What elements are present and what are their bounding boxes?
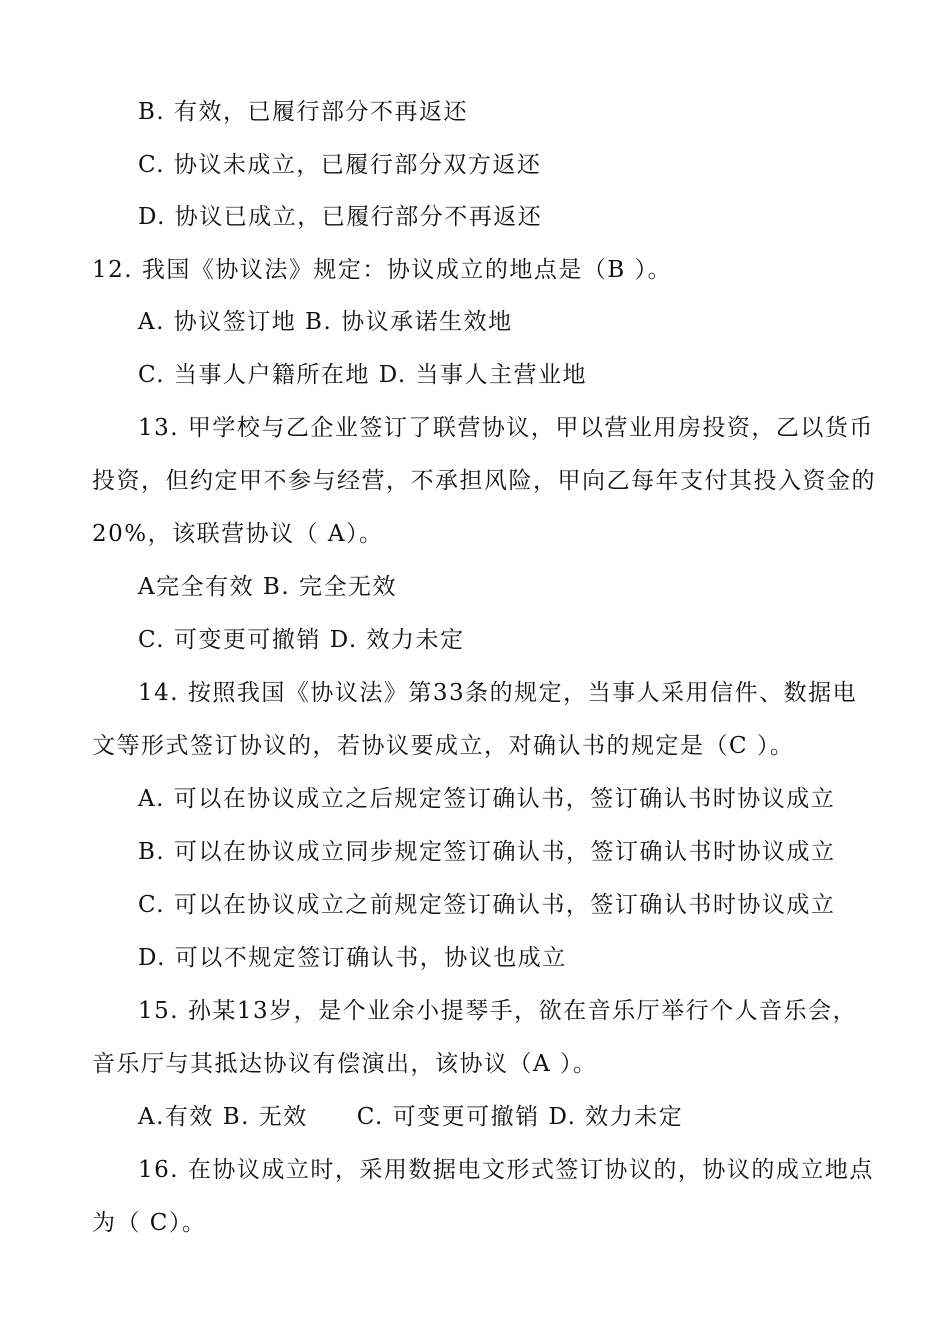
question-line: 14. 按照我国《协议法》第33条的规定，当事人采用信件、数据电 xyxy=(138,680,858,706)
question-line: 20%，该联营协议（ A）。 xyxy=(92,521,384,547)
option-line: D. 协议已成立，已履行部分不再返还 xyxy=(138,204,543,230)
question-line: 16. 在协议成立时，采用数据电文形式签订协议的，协议的成立地点 xyxy=(138,1157,874,1183)
question-line: 13. 甲学校与乙企业签订了联营协议，甲以营业用房投资，乙以货币 xyxy=(138,415,874,441)
option-line: C. 可以在协议成立之前规定签订确认书，签订确认书时协议成立 xyxy=(138,892,836,918)
option-line: C. 可变更可撤销 D. 效力未定 xyxy=(138,627,465,653)
option-line: A. 可以在协议成立之后规定签订确认书，签订确认书时协议成立 xyxy=(138,786,836,812)
question-line: 音乐厅与其抵达协议有偿演出，该协议（A ）。 xyxy=(92,1051,598,1077)
option-line: C. 当事人户籍所在地 D. 当事人主营业地 xyxy=(138,362,587,388)
question-line: 为（ C）。 xyxy=(92,1210,207,1236)
option-line: B. 有效，已履行部分不再返还 xyxy=(138,99,469,125)
question-line: 12. 我国《协议法》规定：协议成立的地点是（B ）。 xyxy=(92,257,673,283)
option-line: C. 协议未成立，已履行部分双方返还 xyxy=(138,152,542,178)
option-line: D. 可以不规定签订确认书，协议也成立 xyxy=(138,945,567,971)
question-line: 文等形式签订协议的，若协议要成立，对确认书的规定是（C ）。 xyxy=(92,733,795,759)
question-line: 15. 孙某13岁，是个业余小提琴手，欲在音乐厅举行个人音乐会， xyxy=(138,998,858,1024)
option-line: A完全有效 B. 完全无效 xyxy=(138,574,397,600)
option-line: A.有效 B. 无效 C. 可变更可撤销 D. 效力未定 xyxy=(138,1104,684,1130)
option-line: B. 可以在协议成立同步规定签订确认书，签订确认书时协议成立 xyxy=(138,839,836,865)
question-line: 投资，但约定甲不参与经营，不承担风险，甲向乙每年支付其投入资金的 xyxy=(92,468,876,494)
option-line: A. 协议签订地 B. 协议承诺生效地 xyxy=(138,309,513,335)
